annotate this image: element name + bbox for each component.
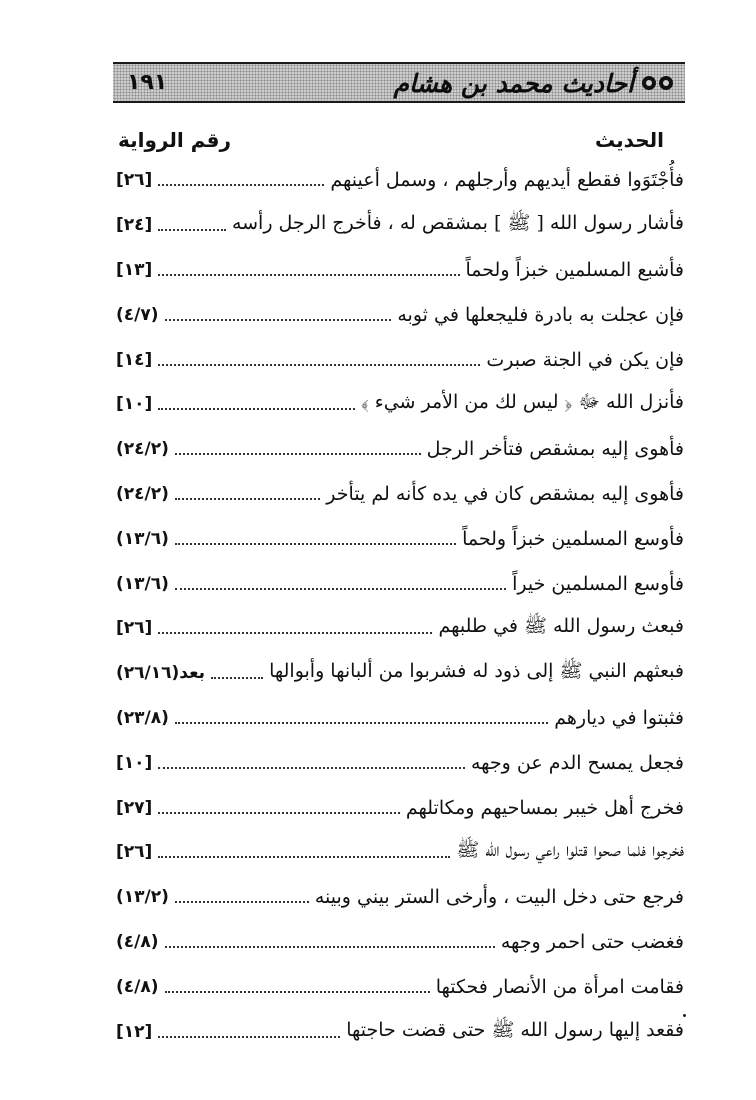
header-title-group (394, 66, 673, 100)
hadith-text: فأنزل الله ﷻ ﴿ ليس لك من الأمر شيء ﴾ (360, 391, 684, 414)
narration-ref: [١٠] (116, 394, 153, 415)
hadith-text: فأشبع المسلمين خبزاً ولحماً (465, 258, 684, 281)
dot-leader (158, 767, 465, 769)
index-entry (116, 158, 684, 203)
hadith-text: فأشار رسول الله [ ﷺ ] بمشقص له ، فأخرج الرجل رأسه (231, 212, 684, 235)
narration-ref: (١٣/٦) (116, 528, 169, 549)
dot-leader (158, 856, 450, 858)
index-entry (116, 1009, 684, 1054)
index-entry (116, 382, 684, 427)
dot-leader (158, 1036, 340, 1038)
page-number: ١٩١ (127, 70, 168, 95)
hadith-index-list (116, 158, 684, 1054)
column-heading-narration-number: رقم الرواية (118, 128, 231, 152)
dot-leader (211, 677, 263, 679)
index-entry (116, 964, 684, 1009)
narration-ref: [٢٦] (116, 170, 153, 191)
dot-leader (158, 812, 400, 814)
narration-ref: (١٣/٢) (116, 887, 169, 908)
index-entry (116, 561, 684, 606)
dot-leader (158, 408, 355, 410)
hadith-text: فأوسع المسلمين خيراً (512, 572, 684, 595)
dot-leader (175, 901, 309, 903)
running-header (113, 62, 685, 103)
ornament-dot-icon (642, 76, 656, 90)
narration-ref: (٤/٨) (116, 931, 159, 952)
index-entry (116, 875, 684, 920)
narration-ref: [٢٧] (116, 797, 153, 818)
hadith-text: فأهوى إليه بمشقص كان في يده كأنه لم يتأخر (326, 482, 684, 505)
hadith-text: فأهوى إليه بمشقص فتأخر الرجل (426, 438, 684, 461)
dot-leader (175, 588, 506, 590)
index-entry (116, 651, 684, 696)
dot-leader (158, 274, 459, 276)
narration-ref: (٢٤/٢) (116, 439, 169, 460)
ornament-dot-icon (659, 76, 673, 90)
index-entry (116, 920, 684, 965)
index-entry (116, 740, 684, 785)
book-title: أحاديث محمد بن هشام (393, 68, 634, 98)
dot-leader (158, 184, 324, 186)
hadith-text: فبعثهم النبي ﷺ إلى ذود له فشربوا من ألبانها وأبوالها (269, 660, 684, 683)
narration-ref: [١٣] (116, 259, 153, 280)
hadith-text: فغضب حتى احمر وجهه (500, 930, 684, 953)
hadith-text: فجعل يمسح الدم عن وجهه (470, 751, 684, 774)
narration-ref: [١٢] (116, 1021, 153, 1042)
narration-ref: (٢٣/٨) (116, 707, 169, 728)
dot-leader (165, 946, 495, 948)
ornament-icon (642, 76, 673, 90)
narration-ref: بعد(٢٦/١٦) (116, 663, 206, 684)
index-entry (116, 427, 684, 472)
hadith-text: فرجع حتى دخل البيت ، وأرخى الستر بيني وبينه (314, 886, 684, 909)
hadith-text: فأوسع المسلمين خبزاً ولحماً (462, 527, 684, 550)
hadith-text: فقامت امرأة من الأنصار فحكتها (435, 975, 684, 998)
hadith-text: فخرجوا فلما صحوا قتلوا راعي رسول الله ﷺ (456, 839, 684, 862)
hadith-text: فأُجْتَوَوا فقطع أيديهم وأرجلهم ، وسمل أعينهم (330, 169, 684, 192)
index-entry (116, 292, 684, 337)
narration-ref: [٢٦] (116, 842, 153, 863)
narration-ref: (٢٤/٢) (116, 483, 169, 504)
hadith-text: فإن يكن في الجنة صبرت (486, 348, 684, 371)
index-entry (116, 337, 684, 382)
print-speck (683, 1014, 686, 1017)
hadith-text: فإن عجلت به بادرة فليجعلها في ثوبه (397, 303, 684, 326)
index-entry (116, 606, 684, 651)
index-entry (116, 785, 684, 830)
narration-ref: [٢٦] (116, 618, 153, 639)
narration-ref: [١٤] (116, 349, 153, 370)
column-heading-hadith: الحديث (594, 128, 664, 152)
dot-leader (158, 364, 480, 366)
narration-ref: (١٣/٦) (116, 573, 169, 594)
narration-ref: (٤/٨) (116, 976, 159, 997)
dot-leader (175, 498, 320, 500)
dot-leader (165, 319, 392, 321)
narration-ref: [١٠] (116, 752, 153, 773)
dot-leader (158, 632, 432, 634)
index-entry (116, 203, 684, 248)
dot-leader (158, 229, 226, 231)
index-entry (116, 830, 684, 875)
dot-leader (175, 543, 456, 545)
narration-ref: (٤/٧) (116, 304, 159, 325)
hadith-text: فبعث رسول الله ﷺ في طلبهم (438, 615, 684, 638)
dot-leader (175, 453, 421, 455)
narration-ref: [٢٤] (116, 215, 153, 236)
hadith-text: فقعد إليها رسول الله ﷺ حتى قضت حاجتها (346, 1018, 684, 1041)
index-entry (116, 472, 684, 517)
index-entry (116, 516, 684, 561)
dot-leader (165, 991, 430, 993)
index-entry (116, 248, 684, 293)
dot-leader (175, 722, 548, 724)
hadith-text: فثبتوا في ديارهم (554, 706, 684, 729)
index-entry (116, 696, 684, 741)
hadith-text: فخرج أهل خيبر بمساحيهم ومكاتلهم (405, 796, 684, 819)
